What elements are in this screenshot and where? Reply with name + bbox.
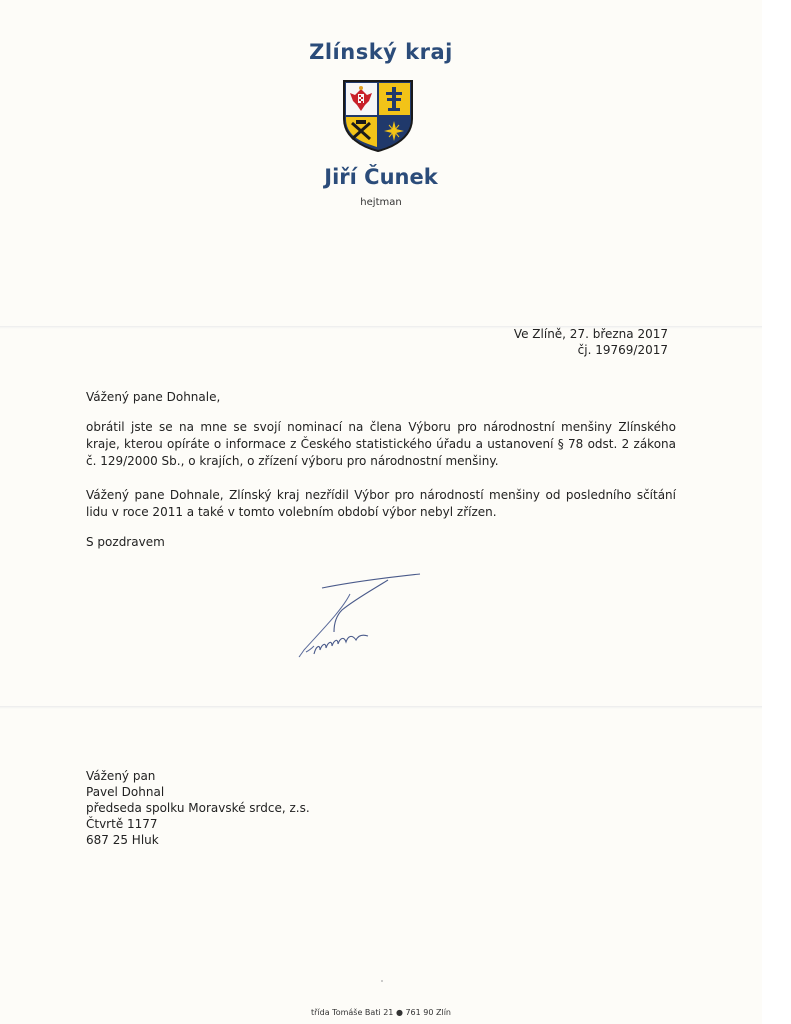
reference-number: čj. 19769/2017 bbox=[577, 343, 668, 357]
paper-mark bbox=[381, 980, 383, 982]
closing: S pozdravem bbox=[86, 535, 165, 549]
person-name: Jiří Čunek bbox=[324, 165, 438, 189]
body-paragraph: obrátil jste se na mne se svojí nominací na člena Výboru pro národnostní menšiny Zlínského kraje, kterou opíráte o informace z Českého statistického úřadu a ustanovení § 78 odst. 2 zákona č. 129/2000 Sb., o krajích, o zřízení výboru pro národnostní menšiny. bbox=[86, 420, 676, 468]
footer-address: třída Tomáše Bati 21 ● 761 90 Zlín bbox=[311, 1008, 451, 1017]
recipient-line: předseda spolku Moravské srdce, z.s. bbox=[86, 801, 310, 815]
greeting: Vážený pane Dohnale, bbox=[86, 390, 221, 404]
recipient-line: 687 25 Hluk bbox=[86, 833, 159, 847]
recipient-address bbox=[86, 768, 310, 848]
recipient-line: Čtvrtě 1177 bbox=[86, 817, 158, 831]
handwritten-signature-icon bbox=[292, 570, 432, 665]
body-paragraph: Vážený pane Dohnale, Zlínský kraj nezřídil Výbor pro národností menšiny od posledního sčítání lidu v roce 2011 a také v tomto volebním období výbor nebyl zřízen. bbox=[86, 488, 676, 519]
recipient-line: Vážený pan bbox=[86, 769, 156, 783]
person-title: hejtman bbox=[360, 197, 402, 208]
organization-name: Zlínský kraj bbox=[309, 40, 453, 64]
page-margin bbox=[762, 0, 791, 1024]
recipient-line: Pavel Dohnal bbox=[86, 785, 165, 799]
zlin-region-coat-of-arms-icon bbox=[342, 79, 414, 153]
date-line: Ve Zlíně, 27. března 2017 bbox=[513, 327, 668, 341]
paper-fold-line bbox=[0, 706, 762, 709]
